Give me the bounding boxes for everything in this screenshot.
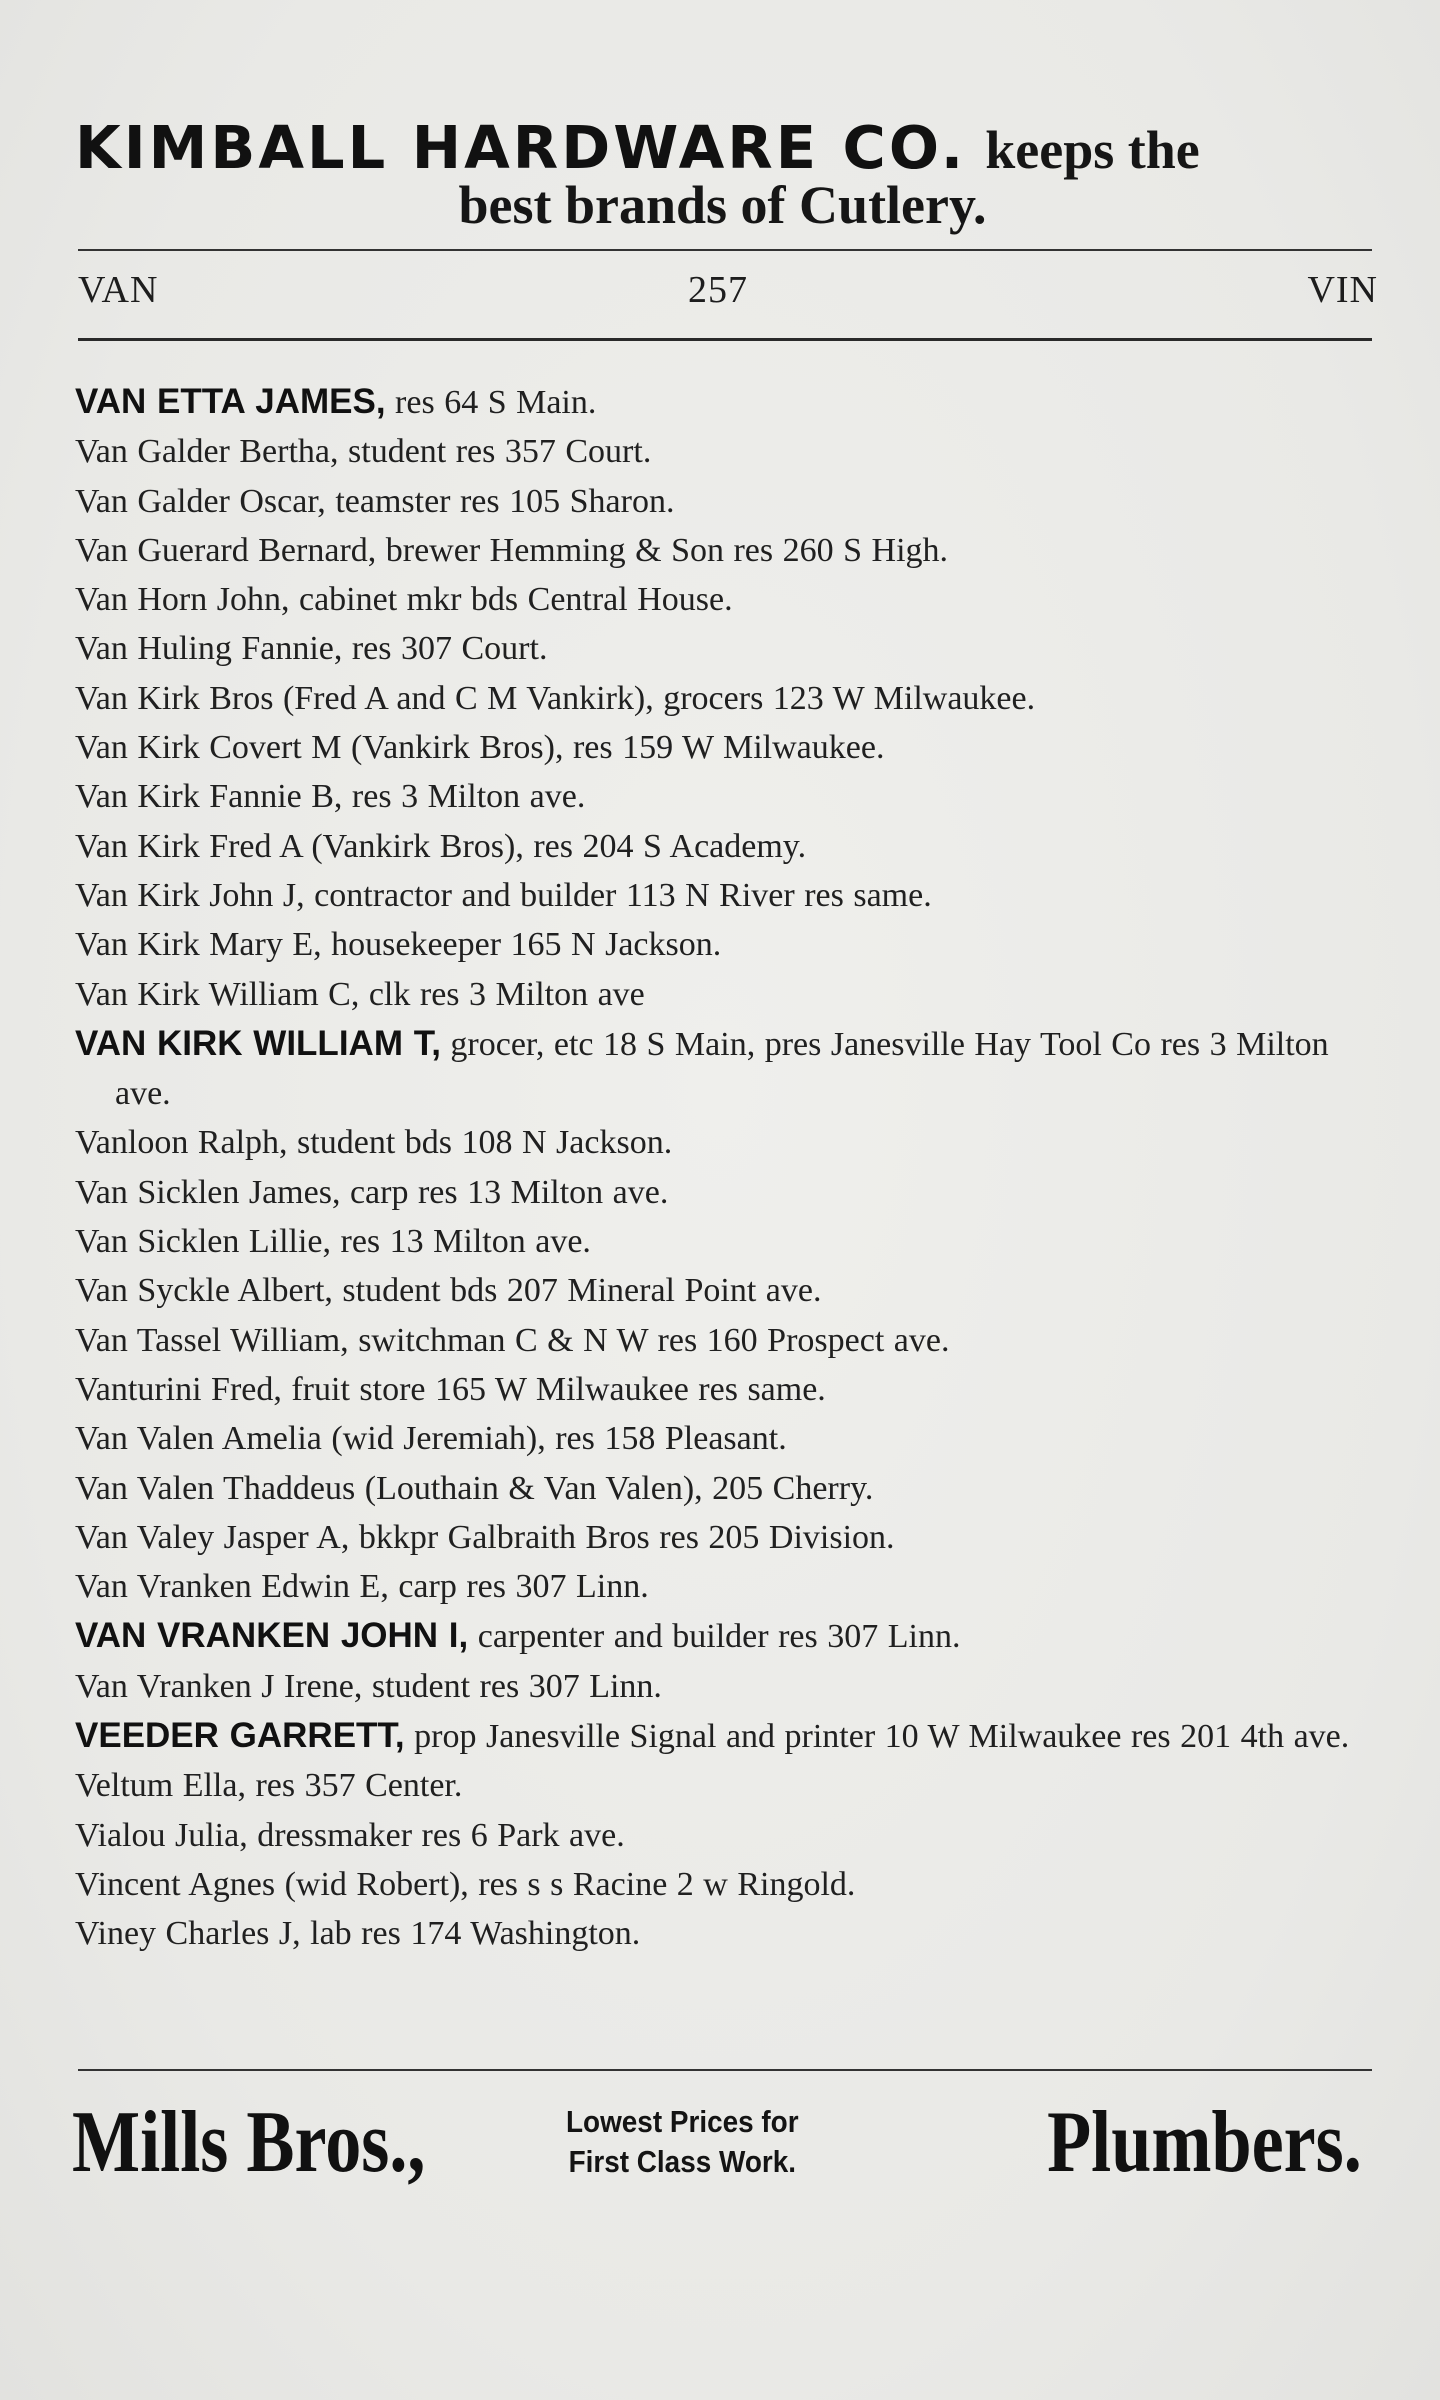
entry-name: Viney Charles J, bbox=[75, 1915, 301, 1953]
entry-name: Van Valey Jasper A, bbox=[75, 1518, 350, 1556]
directory-entry bbox=[75, 1019, 1375, 1119]
entry-name: Van Kirk William C, bbox=[75, 975, 360, 1013]
entry-details: bkkpr Galbraith Bros res 205 Division. bbox=[349, 1518, 895, 1556]
entry-details: housekeeper 165 N Jackson. bbox=[321, 926, 722, 964]
ad-trade: Plumbers. bbox=[1047, 2094, 1362, 2191]
directory-entry bbox=[75, 1365, 1375, 1414]
ad-slogan-end: best brands of Cutlery. bbox=[458, 175, 987, 235]
entry-details: teamster res 105 Sharon. bbox=[325, 482, 675, 520]
entry-details: (Vankirk Bros), res 159 W Milwaukee. bbox=[341, 729, 885, 767]
entry-name: Van Galder Bertha, bbox=[75, 433, 339, 471]
directory-entry bbox=[75, 1316, 1375, 1365]
directory-entry bbox=[75, 1513, 1375, 1562]
ad-tagline bbox=[566, 2102, 799, 2182]
entry-name: Van Horn John, bbox=[75, 581, 290, 619]
directory-entry bbox=[75, 624, 1375, 673]
entry-details: res 357 Center. bbox=[245, 1767, 463, 1805]
directory-entry bbox=[75, 1562, 1375, 1611]
directory-entry bbox=[75, 822, 1375, 871]
entry-details: switchman C & N W res 160 Prospect ave. bbox=[348, 1321, 950, 1359]
header-rule bbox=[78, 338, 1372, 341]
entry-name: Van Kirk Mary E, bbox=[75, 926, 322, 964]
entry-details: fruit store 165 W Milwaukee res same. bbox=[281, 1370, 826, 1408]
entry-details: carp res 307 Linn. bbox=[388, 1568, 649, 1606]
header-right-guide: VIN bbox=[1307, 269, 1378, 311]
entry-name: Van Valen Amelia bbox=[75, 1420, 322, 1458]
entry-details: res 13 Milton ave. bbox=[331, 1223, 591, 1261]
directory-entry bbox=[75, 970, 1375, 1019]
directory-entry bbox=[75, 1811, 1375, 1860]
entry-details: (wid Jeremiah), res 158 Pleasant. bbox=[321, 1420, 787, 1458]
entry-name: Van Kirk John J, bbox=[75, 876, 305, 914]
entry-details: student bds 108 N Jackson. bbox=[287, 1124, 673, 1162]
directory-entry bbox=[75, 1761, 1375, 1810]
ad-tagline-line-2: First Class Work. bbox=[568, 2144, 796, 2179]
entry-name: Van Vranken J Irene, bbox=[75, 1667, 363, 1705]
directory-entry bbox=[75, 1711, 1375, 1761]
entry-name: Veltum Ella, bbox=[75, 1767, 246, 1805]
bottom-rule bbox=[78, 2069, 1372, 2071]
running-header bbox=[78, 268, 1378, 318]
entry-name: Van Sicklen James, bbox=[75, 1173, 341, 1211]
entry-name: Van Guerard Bernard, bbox=[75, 531, 377, 569]
entry-name: Vialou Julia, bbox=[75, 1816, 248, 1854]
entry-name: Van Huling Fannie, bbox=[75, 630, 343, 668]
entry-name: Van Tassel William, bbox=[75, 1321, 349, 1359]
entry-details: carp res 13 Milton ave. bbox=[340, 1173, 669, 1211]
directory-entry bbox=[75, 1662, 1375, 1711]
entry-name: VEEDER GARRETT, bbox=[75, 1716, 405, 1756]
entry-details: carpenter and builder res 307 Linn. bbox=[468, 1618, 961, 1656]
ad-company-name: KIMBALL HARDWARE CO. bbox=[75, 113, 967, 182]
directory-entry bbox=[75, 575, 1375, 624]
entry-details: clk res 3 Milton ave bbox=[359, 975, 645, 1013]
directory-entry bbox=[75, 427, 1375, 476]
directory-entry bbox=[75, 477, 1375, 526]
entry-details: student res 307 Linn. bbox=[362, 1667, 662, 1705]
entry-details: student bds 207 Mineral Point ave. bbox=[332, 1272, 822, 1310]
directory-entry bbox=[75, 1414, 1375, 1463]
top-rule bbox=[78, 249, 1372, 251]
directory-entry bbox=[75, 1611, 1375, 1661]
page-number: 257 bbox=[688, 269, 748, 311]
directory-entry bbox=[75, 1168, 1375, 1217]
directory-entry bbox=[75, 1217, 1375, 1266]
entry-name: Van Kirk Fannie B, bbox=[75, 778, 343, 816]
entry-name: VAN KIRK WILLIAM T, bbox=[75, 1023, 441, 1063]
entry-details: grocer, etc 18 S Main, pres Janesville Hay Tool Co res 3 Milton ave. bbox=[115, 1025, 1329, 1113]
entry-details: student res 357 Court. bbox=[338, 433, 652, 471]
entry-details: prop Janesville Signal and printer 10 W Milwaukee res 201 4th ave. bbox=[404, 1718, 1350, 1756]
directory-entry bbox=[75, 1464, 1375, 1513]
entry-name: VAN ETTA JAMES, bbox=[75, 382, 386, 421]
entry-details: (Fred A and C M Vankirk), grocers 123 W Milwaukee. bbox=[273, 679, 1036, 717]
directory-entry bbox=[75, 526, 1375, 575]
directory-entry bbox=[75, 377, 1375, 427]
directory-entry bbox=[75, 1909, 1375, 1958]
directory-entries bbox=[75, 377, 1375, 1959]
entry-details: lab res 174 Washington. bbox=[300, 1915, 641, 1953]
ad-firm-name: Mills Bros., bbox=[72, 2094, 426, 2191]
entry-details: (wid Robert), res s s Racine 2 w Ringold. bbox=[275, 1865, 856, 1903]
entry-name: Van Syckle Albert, bbox=[75, 1272, 333, 1310]
entry-name: Vincent Agnes bbox=[75, 1865, 276, 1903]
entry-details: res 307 Court. bbox=[342, 630, 548, 668]
entry-name: Van Vranken Edwin E, bbox=[75, 1568, 389, 1606]
directory-entry bbox=[75, 1118, 1375, 1167]
directory-entry bbox=[75, 674, 1375, 723]
directory-entry bbox=[75, 1860, 1375, 1909]
directory-entry bbox=[75, 723, 1375, 772]
directory-entry bbox=[75, 920, 1375, 969]
top-advertisement bbox=[75, 108, 1370, 235]
entry-details: contractor and builder 113 N River res same. bbox=[304, 876, 932, 914]
entry-details: (Vankirk Bros), res 204 S Academy. bbox=[301, 827, 807, 865]
directory-entry bbox=[75, 871, 1375, 920]
entry-details: dressmaker res 6 Park ave. bbox=[247, 1816, 625, 1854]
entry-details: res 3 Milton ave. bbox=[342, 778, 586, 816]
directory-entry bbox=[75, 1266, 1375, 1315]
directory-entry bbox=[75, 772, 1375, 821]
entry-name: Van Kirk Bros bbox=[75, 679, 274, 717]
ad-slogan-start: keeps the bbox=[985, 120, 1200, 180]
entry-name: VAN VRANKEN JOHN I, bbox=[75, 1616, 469, 1656]
ad-tagline-line-1: Lowest Prices for bbox=[566, 2104, 799, 2139]
entry-name: Van Galder Oscar, bbox=[75, 482, 326, 520]
entry-details: res 64 S Main. bbox=[385, 384, 597, 421]
entry-name: Vanturini Fred, bbox=[75, 1370, 282, 1408]
bottom-advertisement bbox=[72, 2088, 1372, 2198]
entry-details: (Louthain & Van Valen), 205 Cherry. bbox=[355, 1469, 874, 1507]
entry-name: Van Kirk Fred A bbox=[75, 827, 302, 865]
entry-details: brewer Hemming & Son res 260 S High. bbox=[376, 531, 949, 569]
entry-details: cabinet mkr bds Central House. bbox=[289, 581, 733, 619]
header-left-guide: VAN bbox=[78, 269, 159, 311]
entry-name: Van Sicklen Lillie, bbox=[75, 1223, 332, 1261]
entry-name: Van Kirk Covert M bbox=[75, 729, 342, 767]
entry-name: Vanloon Ralph, bbox=[75, 1124, 288, 1162]
entry-name: Van Valen Thaddeus bbox=[75, 1469, 356, 1507]
